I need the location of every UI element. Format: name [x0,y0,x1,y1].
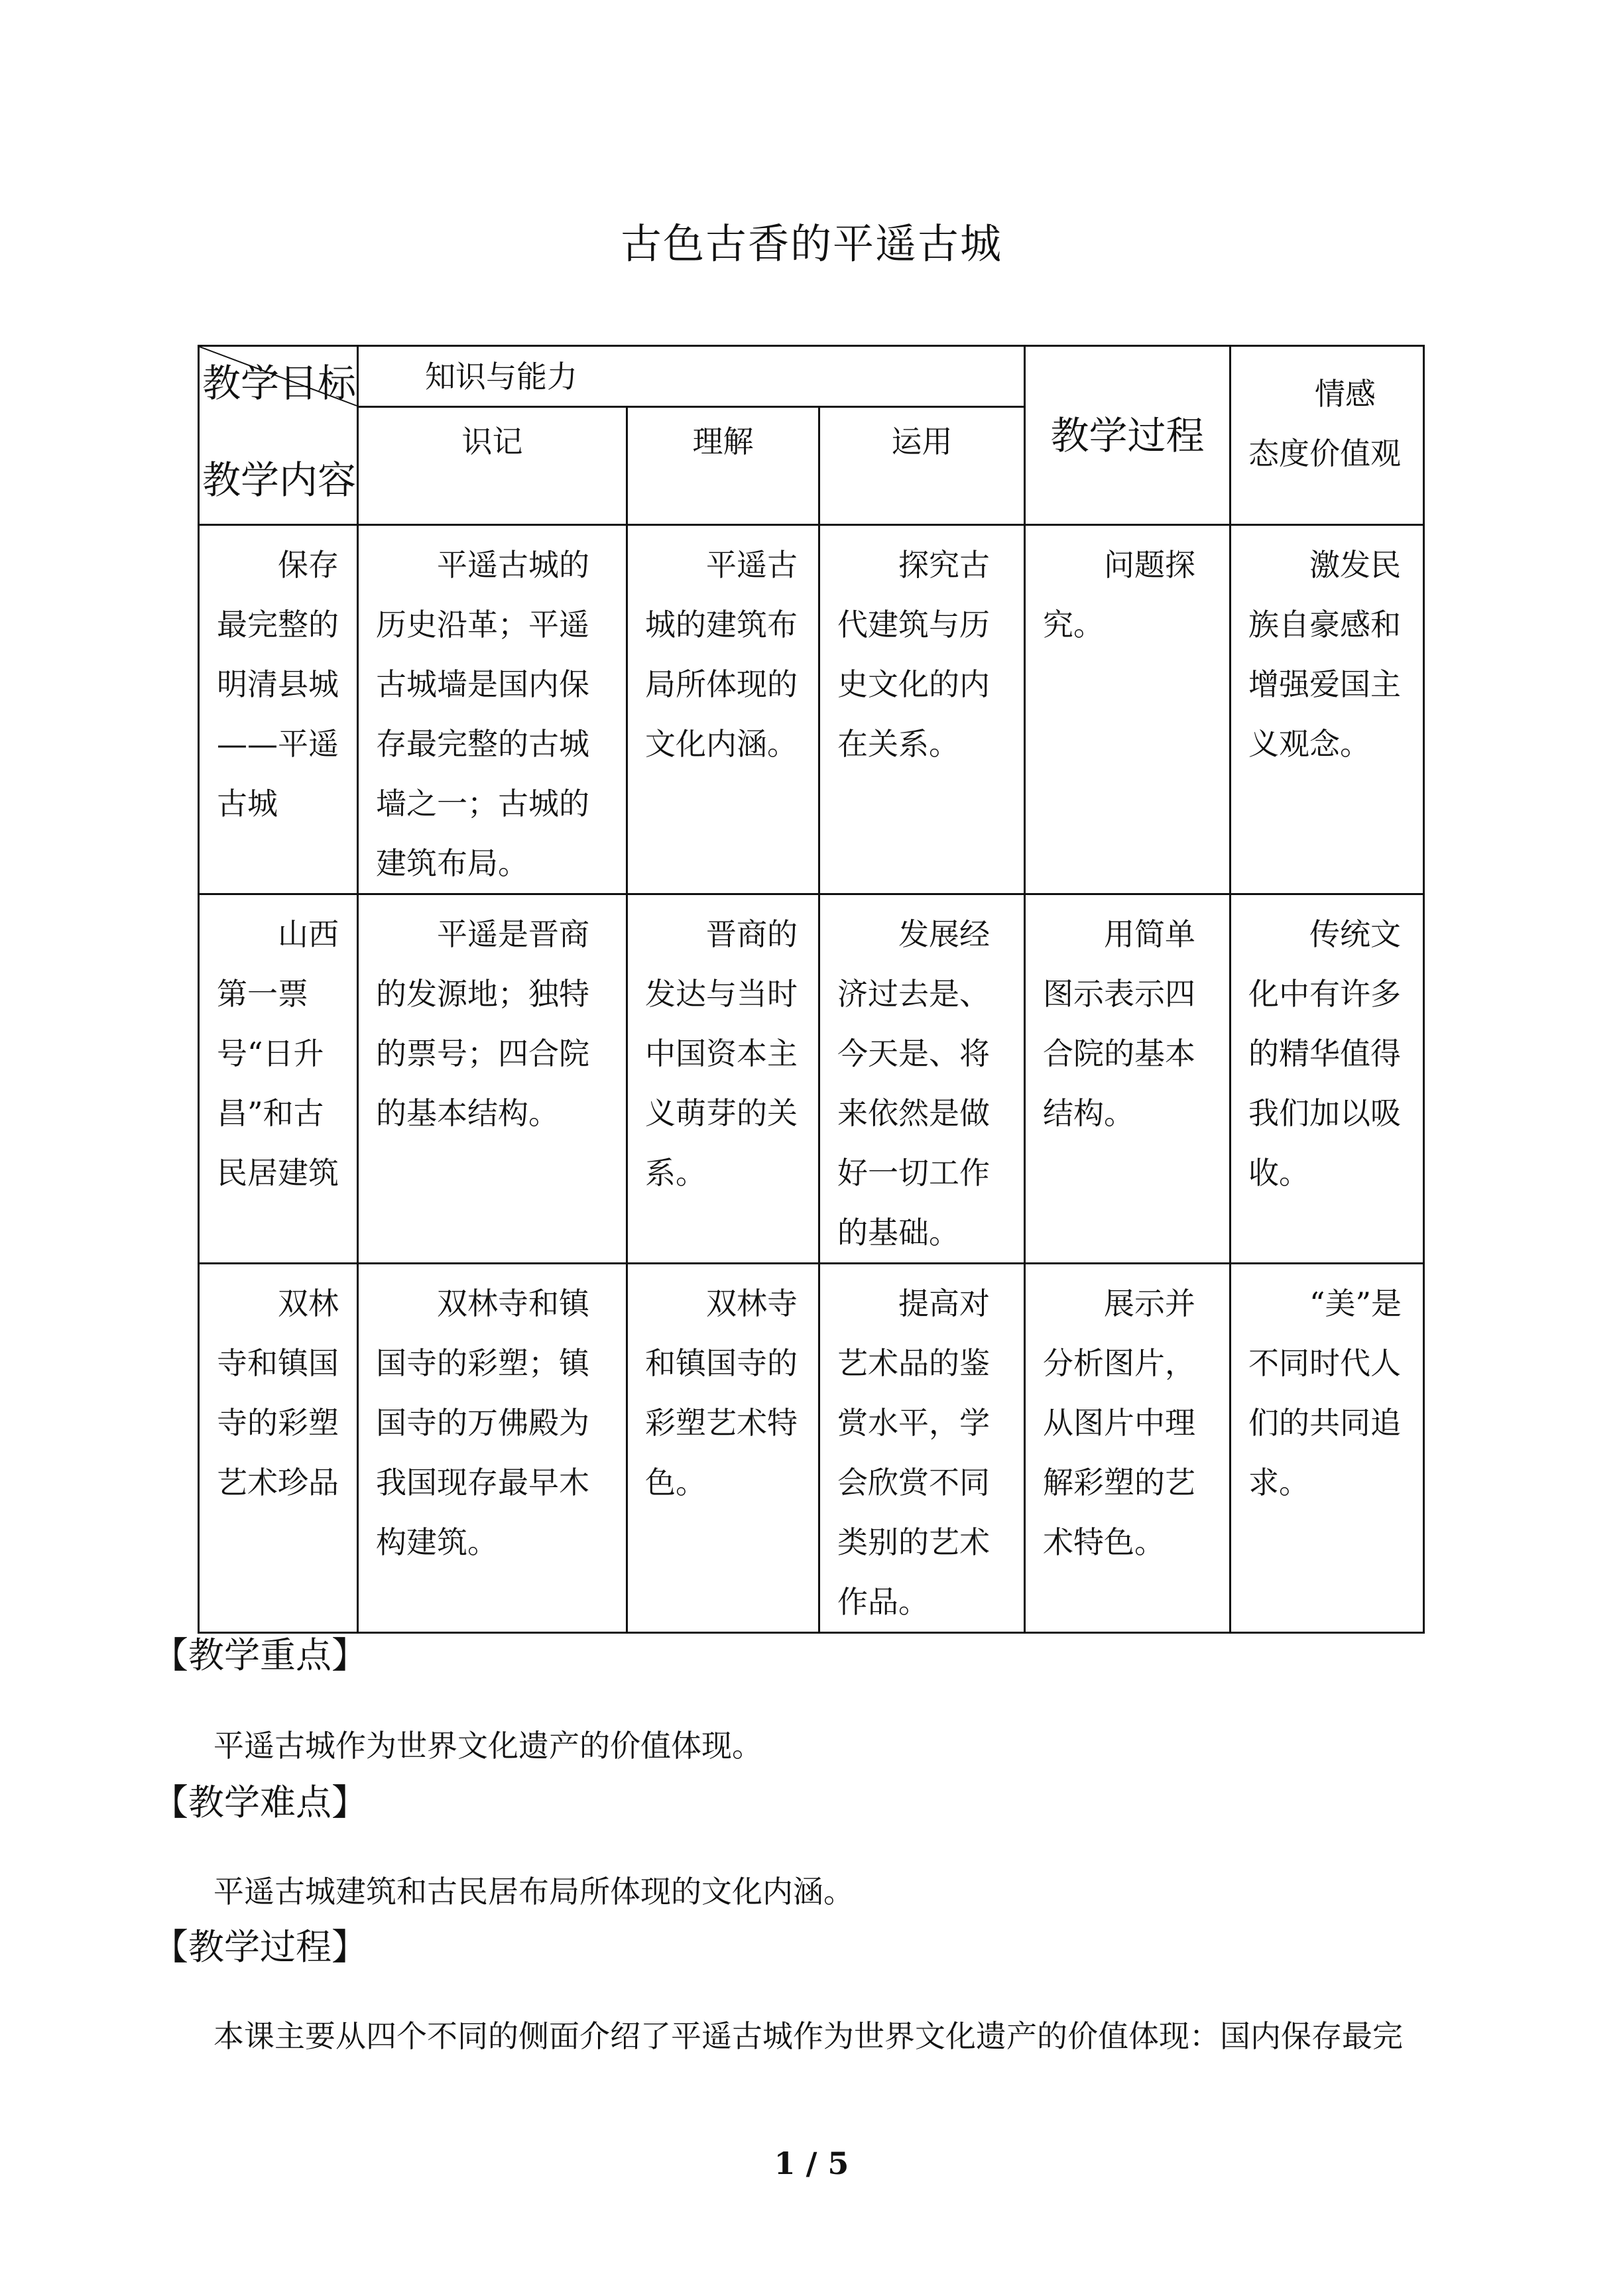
header-recall: 识记 [358,407,627,525]
process-text: 本课主要从四个不同的侧面介绍了平遥古城作为世界文化遗产的价值体现：国内保存最完 [213,2018,1403,2054]
cell-content: 山西第一票号“日升昌”和古民居建筑 [199,894,358,1264]
cell-recall: 双林寺和镇国寺的彩塑；镇国寺的万佛殿为我国现存最早木构建筑。 [358,1264,627,1633]
cell-content: 保存最完整的明清县城——平遥古城 [199,525,358,894]
cell-content: 双林寺和镇国寺的彩塑艺术珍品 [199,1264,358,1633]
lesson-plan-table [198,345,1425,1634]
table-row [199,894,1424,1264]
header-understand: 理解 [627,407,819,525]
document-title: 古色古香的平遥古城 [620,219,1002,268]
cell-process: 问题探究。 [1025,525,1231,894]
difficult-points-text: 平遥古城建筑和古民居布局所体现的文化内涵。 [213,1874,854,1909]
cell-emotion: 传统文化中有许多的精华值得我们加以吸收。 [1231,894,1424,1264]
page-number: 1 / 5 [774,2145,849,2181]
cell-understand: 平遥古城的建筑布局所体现的文化内涵。 [627,525,819,894]
cell-recall: 平遥是晋商的发源地；独特的票号；四合院的基本结构。 [358,894,627,1264]
table-row [199,525,1424,894]
key-points-heading: 【教学重点】 [152,1634,367,1676]
header-process: 教学过程 [1025,346,1231,525]
difficult-points-heading: 【教学难点】 [152,1782,367,1823]
cell-process: 展示并分析图片，从图片中理解彩塑的艺术特色。 [1025,1264,1231,1633]
table-row [199,1264,1424,1633]
header-apply: 运用 [819,407,1025,525]
cell-process: 用简单图示表示四合院的基本结构。 [1025,894,1231,1264]
cell-understand: 晋商的发达与当时中国资本主义萌芽的关系。 [627,894,819,1264]
key-points-text: 平遥古城作为世界文化遗产的价值体现。 [213,1728,762,1764]
cell-apply: 提高对艺术品的鉴赏水平，学会欣赏不同类别的艺术作品。 [819,1264,1025,1633]
header-knowledge: 知识与能力 [358,346,1025,407]
cell-recall: 平遥古城的历史沿革；平遥古城墙是国内保存最完整的古城墙之一；古城的建筑布局。 [358,525,627,894]
header-emotion-text: 情感态度价值观 [1248,376,1401,471]
cell-emotion: “美”是不同时代人们的共同追求。 [1231,1264,1424,1633]
cell-understand: 双林寺和镇国寺的彩塑艺术特色。 [627,1264,819,1633]
cell-apply: 探究古代建筑与历史文化的内在关系。 [819,525,1025,894]
process-heading: 【教学过程】 [152,1926,367,1968]
header-content: 教学内容 [202,457,357,503]
header-corner-cell [199,346,358,525]
header-goal: 教学目标 [202,361,357,406]
header-emotion [1231,346,1424,525]
cell-apply: 发展经济过去是、今天是、将来依然是做好一切工作的基础。 [819,894,1025,1264]
cell-emotion: 激发民族自豪感和增强爱国主义观念。 [1231,525,1424,894]
